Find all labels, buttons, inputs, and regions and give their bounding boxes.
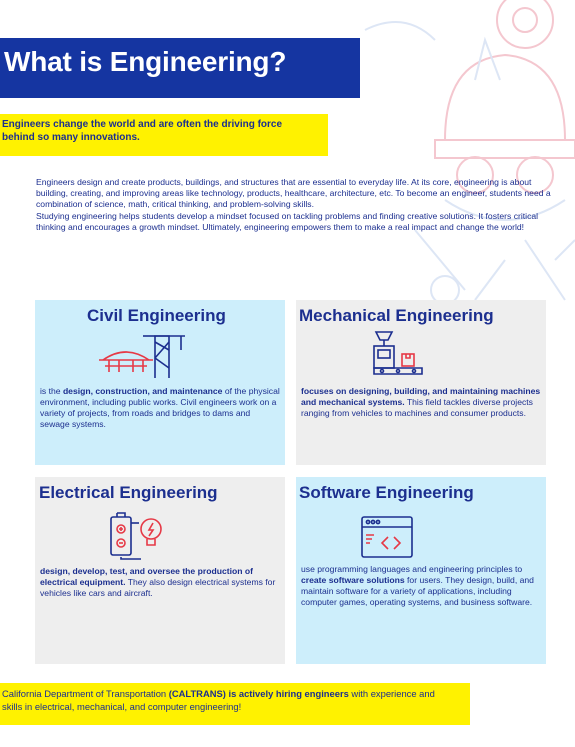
caltrans-hiring-text: California Department of Transportation (CALTRANS) is actively hiring engineers with experience and skills in electrical, mechanical, and computer engineering! bbox=[2, 688, 435, 712]
intro-paragraph-2: Studying engineering helps students develop a mindset focused on tackling problems and finding creative solutions. It fosters critical thinking and encourages a growth mindset. Ultimately, engineering empowers them to make a real impact and change the world! bbox=[36, 210, 539, 232]
page-title: What is Engineering? bbox=[4, 46, 287, 77]
software-engineering-card bbox=[296, 477, 546, 664]
software-engineering-description: use programming languages and engineering principles to create software solutions for users. They design, build, and maintain software for a variety of applications, including computer games, operating systems, and business software. bbox=[301, 564, 534, 607]
mechanical-engineering-card bbox=[296, 300, 546, 465]
mechanical-engineering-description: focuses on designing, building, and maintaining machines and mechanical systems. This field tackles diverse projects ranging from vehicles to machines and consumer products. bbox=[301, 386, 541, 418]
bridge-crane-icon bbox=[97, 330, 187, 380]
electrical-engineering-description: design, develop, test, and oversee the production of electrical equipment. They also design electrical systems for vehicles like cars and aircraft. bbox=[40, 566, 276, 598]
electrical-engineering-title: Electrical Engineering bbox=[39, 483, 218, 502]
electrical-engineering-card bbox=[35, 477, 285, 664]
title-banner bbox=[0, 38, 360, 98]
intro-paragraph-1: Engineers design and create products, buildings, and structures that are essential to everyday life. At its core, engineering is about building, creating, and improving areas like technology, products, healthcare, architecture, etc. To become an engineer, students need a combination of science, math, critical thinking, and problem-solving skills. bbox=[36, 177, 551, 210]
tagline-text: Engineers change the world and are often the driving force behind so many innovations. bbox=[2, 119, 283, 143]
mechanical-engineering-title: Mechanical Engineering bbox=[299, 306, 494, 325]
engineer-helmet-gears-icon bbox=[325, 0, 575, 320]
code-window-icon bbox=[360, 515, 414, 559]
tagline-banner bbox=[0, 114, 328, 156]
circuit-bulb-icon bbox=[107, 511, 167, 561]
machine-conveyor-icon bbox=[370, 330, 424, 380]
civil-engineering-title: Civil Engineering bbox=[87, 306, 226, 325]
caltrans-hiring-banner bbox=[0, 683, 470, 725]
civil-engineering-description: is the design, construction, and maintenance of the physical environment, including public works. Civil engineers work on a variety of projects, from roads and bridges to dams and sewage systems. bbox=[40, 386, 280, 429]
civil-engineering-card bbox=[35, 300, 285, 465]
software-engineering-title: Software Engineering bbox=[299, 483, 474, 502]
intro-section bbox=[36, 177, 556, 233]
